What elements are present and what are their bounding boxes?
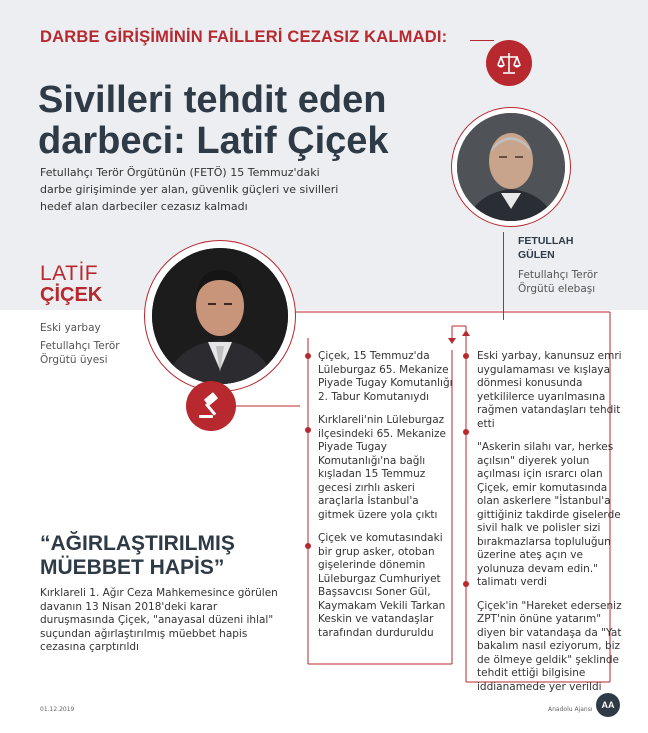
subject-membership: Fetullahçı Terör Örgütü üyesi	[40, 340, 120, 366]
event-item: Çiçek'in "Hareket ederseniz ZPT'nin önüne yatarım" diyen bir vatandaşa da "Yat bakalım nasıl eziyorum, biz de ölmeye geldik" şeklinde tehdit ettiği bilgisine iddianamede yer verildi	[477, 599, 622, 693]
subject-rank: Eski yarbay	[40, 322, 101, 334]
events-column-right	[477, 350, 627, 704]
subject-portrait	[152, 248, 288, 384]
anadolu-agency-logo: AA	[596, 693, 620, 717]
verdict-text: Kırklareli 1. Ağır Ceza Mahkemesince görülen davanın 13 Nisan 2018'deki karar duruşmasında Çiçek, "anayasal düzeni ihlal" suçundan ağırlaştırılmış müebbet hapis cezasına çarptırıldı	[40, 587, 278, 653]
events-column-left	[318, 350, 458, 650]
headline: Sivilleri tehdit eden darbeci: Latif Çiçek	[38, 79, 389, 162]
verdict-quote: “AĞIRLAŞTIRILMIŞ MÜEBBET HAPİS”	[40, 532, 235, 579]
lead-paragraph: Fetullahçı Terör Örgütünün (FETÖ) 15 Temmuz'daki darbe girişiminde yer alan, güvenlik güçleri ve sivilleri hedef alan darbeciler cezasız kalmadı	[40, 166, 339, 213]
down-arrow-icon	[448, 338, 456, 344]
subject-first-name: LATİF	[40, 262, 99, 285]
kicker: DARBE GİRİŞİMİNİN FAİLLERİ CEZASIZ KALMADI:	[40, 28, 448, 46]
gavel-icon	[186, 381, 236, 431]
leader-first-name: FETULLAH	[518, 235, 574, 247]
leader-role: Fetullahçı Terör Örgütü elebaşı	[518, 269, 598, 295]
event-item: Çiçek, 15 Temmuz'da Lüleburgaz 65. Mekanize Piyade Tugay Komutanlığı 2. Tabur Komutanıydı	[318, 350, 453, 403]
publish-date: 01.12.2019	[40, 706, 75, 713]
subject-last-name: ÇİÇEK	[40, 284, 103, 306]
leader-last-name: GÜLEN	[518, 249, 555, 261]
event-item: Çiçek ve komutasındaki bir grup asker, otoban gişelerinde dönemin Lüleburgaz Cumhuriyet Başsavcısı Soner Gül, Kaymakam Vekili Tarkan Keskin ve vatandaşlar tarafından durduruldu	[318, 532, 446, 639]
event-item: Eski yarbay, kanunsuz emri uygulamaması ve kışlaya dönmesi konusunda yetkililerce uyarılmasına rağmen vatandaşları tehdit etti	[477, 350, 622, 430]
event-item: Kırklareli'nin Lüleburgaz ilçesindeki 65. Mekanize Piyade Tugay Komutanlığı'na bağlı kışladan 15 Temmuz gecesi zırhlı askeri araçlarla İstanbul'a gitmek üzere yola çıktı	[318, 414, 446, 521]
agency-name: Anadolu Ajansı	[548, 706, 593, 713]
event-item: "Askerin silahı var, herkes açılsın" diyerek yolun açılması için ısrarcı olan Çiçek, emir komutasında olan askerlere "İstanbul'a gittiğiniz takdirde giselerde sivil halk ve polisler sizi bırakmazlarsa topluluğun üzerine ateş açın ve yolunuza devam edin." talimatı verdi	[477, 441, 621, 588]
